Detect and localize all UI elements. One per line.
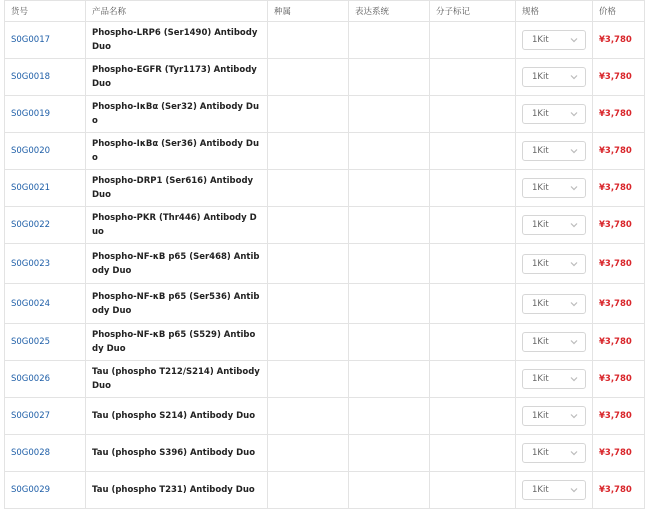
- product-code-link[interactable]: S0G0024: [11, 298, 51, 309]
- cell-product-name: Phospho-IκBα (Ser32) Antibody Duo: [86, 96, 268, 133]
- cell-price: ¥3,780: [593, 22, 645, 59]
- spec-select[interactable]: [522, 294, 586, 314]
- cell-molecular-tag: [430, 170, 516, 207]
- cell-molecular-tag: [430, 207, 516, 244]
- cell-species: [268, 435, 349, 472]
- table-row: [5, 170, 645, 207]
- cell-species: [268, 284, 349, 324]
- product-code-link[interactable]: S0G0027: [11, 411, 51, 421]
- spec-select[interactable]: [522, 480, 586, 500]
- spec-select[interactable]: [522, 178, 586, 198]
- cell-code: [5, 207, 86, 244]
- cell-price: ¥3,780: [593, 435, 645, 472]
- chevron-down-icon: [569, 146, 579, 156]
- cell-code: [5, 96, 86, 133]
- spec-select[interactable]: [522, 369, 586, 389]
- product-code-link[interactable]: S0G0022: [11, 220, 51, 230]
- table-row: [5, 22, 645, 59]
- cell-price: ¥3,780: [593, 133, 645, 170]
- header-molecular-tag: 分子标记: [430, 1, 516, 22]
- cell-species: [268, 170, 349, 207]
- spec-select-value: 1Kit: [532, 109, 549, 119]
- cell-spec: [516, 22, 593, 59]
- cell-expression-system: [349, 133, 430, 170]
- cell-expression-system: [349, 324, 430, 361]
- spec-select-value: 1Kit: [532, 258, 549, 269]
- cell-spec: [516, 361, 593, 398]
- spec-select-value: 1Kit: [532, 35, 549, 45]
- cell-expression-system: [349, 96, 430, 133]
- cell-product-name: Phospho-EGFR (Tyr1173) Antibody Duo: [86, 59, 268, 96]
- cell-price: ¥3,780: [593, 324, 645, 361]
- chevron-down-icon: [569, 448, 579, 458]
- cell-price: ¥3,780: [593, 398, 645, 435]
- table-header-row: [5, 1, 645, 22]
- cell-code: [5, 22, 86, 59]
- cell-expression-system: [349, 284, 430, 324]
- cell-species: [268, 96, 349, 133]
- cell-price: ¥3,780: [593, 96, 645, 133]
- chevron-down-icon: [569, 72, 579, 82]
- cell-spec: [516, 324, 593, 361]
- cell-product-name: Phospho-NF-κB p65 (Ser468) Antibody Duo: [86, 244, 268, 284]
- product-code-link[interactable]: S0G0017: [11, 35, 51, 45]
- cell-code: [5, 59, 86, 96]
- chevron-down-icon: [569, 374, 579, 384]
- header-spec: 规格: [516, 1, 593, 22]
- cell-molecular-tag: [430, 133, 516, 170]
- cell-code: [5, 361, 86, 398]
- cell-code: [5, 170, 86, 207]
- chevron-down-icon: [569, 220, 579, 230]
- cell-species: [268, 59, 349, 96]
- cell-spec: [516, 435, 593, 472]
- spec-select-value: 1Kit: [532, 411, 549, 421]
- spec-select[interactable]: [522, 141, 586, 161]
- cell-species: [268, 361, 349, 398]
- cell-product-name: Phospho-IκBα (Ser36) Antibody Duo: [86, 133, 268, 170]
- table-row: [5, 472, 645, 509]
- cell-expression-system: [349, 22, 430, 59]
- chevron-down-icon: [569, 35, 579, 45]
- cell-expression-system: [349, 398, 430, 435]
- product-code-link[interactable]: S0G0026: [11, 374, 51, 384]
- cell-expression-system: [349, 170, 430, 207]
- table-row: [5, 284, 645, 324]
- cell-species: [268, 244, 349, 284]
- header-code: 货号: [5, 1, 86, 22]
- cell-molecular-tag: [430, 472, 516, 509]
- spec-select[interactable]: [522, 254, 586, 274]
- product-table: [4, 0, 645, 509]
- cell-spec: [516, 170, 593, 207]
- table-row: [5, 361, 645, 398]
- spec-select-value: 1Kit: [532, 298, 549, 309]
- spec-select-value: 1Kit: [532, 183, 549, 193]
- cell-code: [5, 398, 86, 435]
- spec-select-value: 1Kit: [532, 72, 549, 82]
- cell-molecular-tag: [430, 361, 516, 398]
- cell-code: [5, 244, 86, 284]
- cell-molecular-tag: [430, 398, 516, 435]
- spec-select[interactable]: [522, 332, 586, 352]
- cell-product-name: Tau (phospho T212/S214) Antibody Duo: [86, 361, 268, 398]
- cell-product-name: Phospho-NF-κB p65 (S529) Antibody Duo: [86, 324, 268, 361]
- cell-price: ¥3,780: [593, 59, 645, 96]
- product-code-link[interactable]: S0G0020: [11, 146, 51, 156]
- table-row: [5, 435, 645, 472]
- chevron-down-icon: [569, 411, 579, 421]
- spec-select[interactable]: [522, 104, 586, 124]
- chevron-down-icon: [569, 299, 579, 309]
- spec-select-value: 1Kit: [532, 485, 549, 495]
- cell-molecular-tag: [430, 22, 516, 59]
- chevron-down-icon: [569, 485, 579, 495]
- cell-price: ¥3,780: [593, 284, 645, 324]
- cell-spec: [516, 133, 593, 170]
- header-species: 种属: [268, 1, 349, 22]
- cell-expression-system: [349, 244, 430, 284]
- cell-product-name: Phospho-DRP1 (Ser616) Antibody Duo: [86, 170, 268, 207]
- cell-product-name: Phospho-PKR (Thr446) Antibody Duo: [86, 207, 268, 244]
- cell-expression-system: [349, 472, 430, 509]
- cell-expression-system: [349, 59, 430, 96]
- cell-code: [5, 472, 86, 509]
- cell-molecular-tag: [430, 324, 516, 361]
- header-product-name: 产品名称: [86, 1, 268, 22]
- cell-code: [5, 324, 86, 361]
- cell-spec: [516, 398, 593, 435]
- cell-price: ¥3,780: [593, 207, 645, 244]
- cell-species: [268, 133, 349, 170]
- spec-select-value: 1Kit: [532, 374, 549, 384]
- product-code-link[interactable]: S0G0028: [11, 448, 51, 458]
- spec-select[interactable]: [522, 67, 586, 87]
- product-code-link[interactable]: S0G0025: [11, 337, 51, 347]
- spec-select[interactable]: [522, 215, 586, 235]
- cell-molecular-tag: [430, 96, 516, 133]
- table-row: [5, 96, 645, 133]
- table-row: [5, 207, 645, 244]
- cell-product-name: Tau (phospho T231) Antibody Duo: [86, 472, 268, 509]
- product-code-link[interactable]: S0G0019: [11, 109, 51, 119]
- header-price: 价格: [593, 1, 645, 22]
- cell-expression-system: [349, 435, 430, 472]
- product-code-link[interactable]: S0G0029: [11, 485, 51, 495]
- cell-product-name: Phospho-LRP6 (Ser1490) Antibody Duo: [86, 22, 268, 59]
- chevron-down-icon: [569, 259, 579, 269]
- cell-spec: [516, 96, 593, 133]
- cell-molecular-tag: [430, 284, 516, 324]
- cell-molecular-tag: [430, 435, 516, 472]
- cell-spec: [516, 472, 593, 509]
- cell-code: [5, 435, 86, 472]
- cell-product-name: Tau (phospho S214) Antibody Duo: [86, 398, 268, 435]
- spec-select[interactable]: [522, 30, 586, 50]
- spec-select[interactable]: [522, 406, 586, 426]
- spec-select-value: 1Kit: [532, 448, 549, 458]
- table-row: [5, 133, 645, 170]
- cell-price: ¥3,780: [593, 472, 645, 509]
- cell-expression-system: [349, 361, 430, 398]
- table-row: [5, 398, 645, 435]
- cell-code: [5, 284, 86, 324]
- spec-select-value: 1Kit: [532, 220, 549, 230]
- cell-spec: [516, 284, 593, 324]
- cell-spec: [516, 59, 593, 96]
- cell-product-name: Phospho-NF-κB p65 (Ser536) Antibody Duo: [86, 284, 268, 324]
- header-expression-system: 表达系统: [349, 1, 430, 22]
- cell-molecular-tag: [430, 244, 516, 284]
- product-code-link[interactable]: S0G0021: [11, 183, 51, 193]
- cell-price: ¥3,780: [593, 244, 645, 284]
- cell-species: [268, 22, 349, 59]
- table-row: [5, 244, 645, 284]
- cell-product-name: Tau (phospho S396) Antibody Duo: [86, 435, 268, 472]
- chevron-down-icon: [569, 183, 579, 193]
- cell-price: ¥3,780: [593, 170, 645, 207]
- cell-expression-system: [349, 207, 430, 244]
- spec-select-value: 1Kit: [532, 146, 549, 156]
- table-row: [5, 59, 645, 96]
- spec-select-value: 1Kit: [532, 337, 549, 347]
- table-row: [5, 324, 645, 361]
- chevron-down-icon: [569, 337, 579, 347]
- chevron-down-icon: [569, 109, 579, 119]
- cell-species: [268, 472, 349, 509]
- spec-select[interactable]: [522, 443, 586, 463]
- cell-spec: [516, 207, 593, 244]
- cell-species: [268, 398, 349, 435]
- cell-species: [268, 324, 349, 361]
- cell-code: [5, 133, 86, 170]
- product-code-link[interactable]: S0G0018: [11, 72, 51, 82]
- cell-price: ¥3,780: [593, 361, 645, 398]
- cell-molecular-tag: [430, 59, 516, 96]
- cell-species: [268, 207, 349, 244]
- cell-spec: [516, 244, 593, 284]
- product-code-link[interactable]: S0G0023: [11, 258, 51, 269]
